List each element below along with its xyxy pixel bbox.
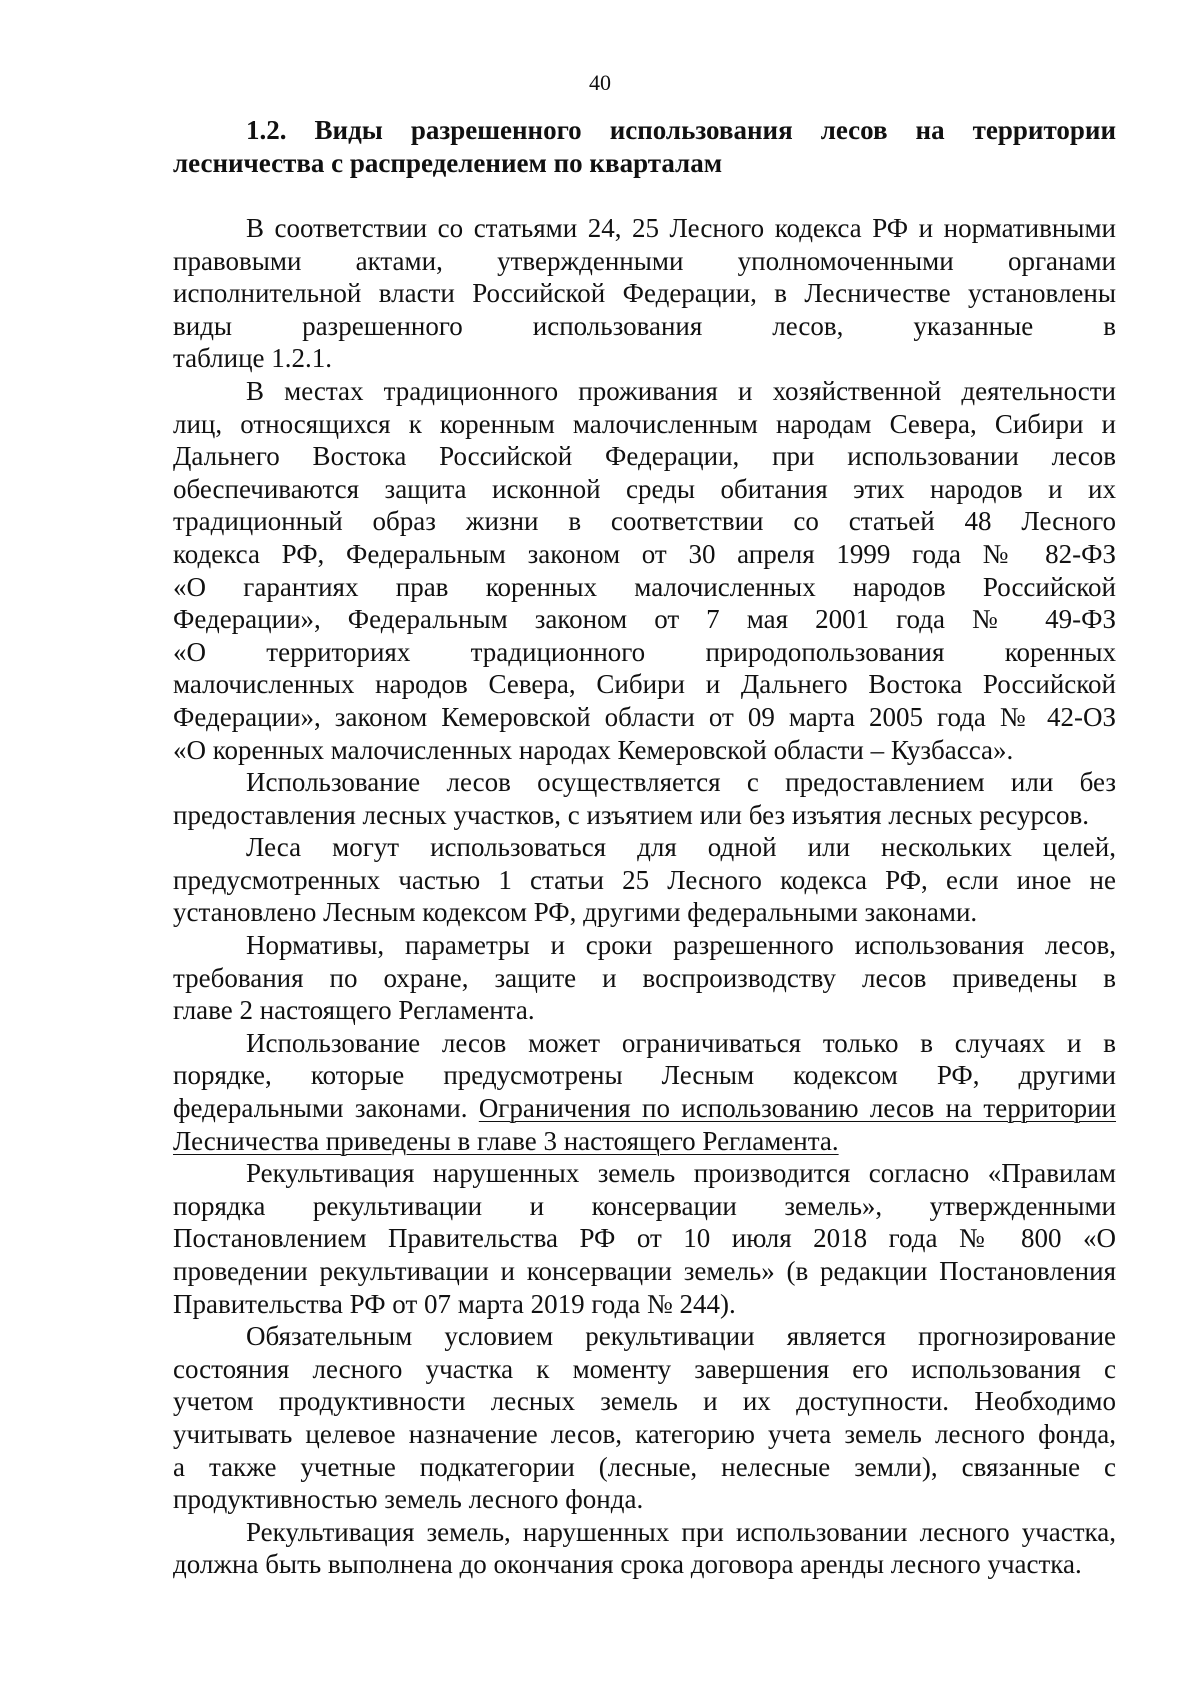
text-line: Федерации», Федеральным законом от 7 мая 2001 года № 49-ФЗ: [173, 604, 1116, 635]
text-line: а также учетные подкатегории (лесные, нелесные земли), связанные с: [173, 1451, 1116, 1482]
text-line: Рекультивация нарушенных земель производится согласно «Правилам: [246, 1158, 1116, 1189]
text-line: должна быть выполнена до окончания срока договора аренды лесного участка.: [173, 1549, 1082, 1580]
text-line: «О коренных малочисленных народах Кемеровской области – Кузбасса».: [173, 734, 1014, 765]
text-line: Правительства РФ от 07 марта 2019 года № 244).: [173, 1288, 736, 1319]
text-line: В местах традиционного проживания и хозяйственной деятельности: [246, 375, 1116, 406]
underlined-reference: Ограничения по использованию лесов на территории: [478, 1093, 1117, 1124]
text-line: обеспечиваются защита исконной среды обитания этих народов и их: [173, 473, 1116, 504]
text-line: исполнительной власти Российской Федерации, в Лесничестве установлены: [173, 278, 1116, 309]
text-line: Леса могут использоваться для одной или нескольких целей,: [246, 832, 1116, 863]
text-line: предусмотренных частью 1 статьи 25 Лесного кодекса РФ, если иное не: [173, 864, 1116, 895]
paragraph: [173, 1157, 1116, 1320]
text-line: Использование лесов может ограничиваться только в случаях и в: [246, 1027, 1116, 1058]
text-line: лиц, относящихся к коренным малочисленным народам Севера, Сибири и: [173, 408, 1116, 439]
page-number: 40: [589, 70, 611, 95]
section-heading: [173, 114, 1116, 180]
text-line: Нормативы, параметры и сроки разрешенного использования лесов,: [246, 930, 1116, 961]
text-line: таблице 1.2.1.: [173, 343, 333, 374]
text-line: состояния лесного участка к моменту завершения его использования с: [173, 1353, 1116, 1384]
text-line: виды разрешенного использования лесов, указанные в: [173, 310, 1116, 341]
text-line: Рекультивация земель, нарушенных при использовании лесного участка,: [246, 1516, 1116, 1547]
text-line: [173, 1125, 1116, 1158]
paragraph: [173, 212, 1116, 375]
text-line: продуктивностью земель лесного фонда.: [173, 1484, 644, 1515]
text-line: Использование лесов осуществляется с предоставлением или без: [246, 767, 1116, 798]
underlined-reference: Лесничества приведены в главе 3 настоящего Регламента.: [173, 1125, 839, 1156]
text-line: порядке, которые предусмотрены Лесным кодексом РФ, другими: [173, 1060, 1116, 1091]
document-body: [173, 212, 1116, 1581]
paragraph: [173, 375, 1116, 766]
paragraph: [173, 929, 1116, 1027]
text-line: Обязательным условием рекультивации является прогнозирование: [246, 1321, 1116, 1352]
paragraph: [173, 831, 1116, 929]
text-line: Дальнего Востока Российской Федерации, при использовании лесов: [173, 441, 1116, 472]
heading-line: лесничества с распределением по кварталам: [173, 148, 723, 178]
text-line: В соответствии со статьями 24, 25 Лесного кодекса РФ и нормативными: [246, 213, 1116, 243]
text-line: главе 2 настоящего Регламента.: [173, 995, 535, 1026]
paragraph: [173, 1320, 1116, 1516]
text-line: учетом продуктивности лесных земель и их доступности. Необходимо: [173, 1386, 1116, 1417]
text-line: «О территориях традиционного природопользования коренных: [173, 636, 1116, 667]
text-line: Федерации», законом Кемеровской области от 09 марта 2005 года № 42-ОЗ: [173, 701, 1116, 732]
text-line: [173, 1092, 1116, 1125]
paragraph: [173, 1516, 1116, 1581]
text-line: учитывать целевое назначение лесов, категорию учета земель лесного фонда,: [173, 1418, 1116, 1449]
text-line: «О гарантиях прав коренных малочисленных народов Российской: [173, 571, 1116, 602]
text-line: правовыми актами, утвержденными уполномоченными органами: [173, 245, 1116, 276]
text-line: установлено Лесным кодексом РФ, другими федеральными законами.: [173, 897, 978, 928]
text-fragment: федеральными законами.: [173, 1093, 479, 1124]
paragraph: [173, 766, 1116, 831]
text-line: порядка рекультивации и консервации земель», утвержденными: [173, 1190, 1116, 1221]
text-line: Постановлением Правительства РФ от 10 июля 2018 года № 800 «О: [173, 1223, 1116, 1254]
heading-line: 1.2. Виды разрешенного использования лесов на территории: [246, 115, 1116, 145]
text-line: требования по охране, защите и воспроизводству лесов приведены в: [173, 962, 1116, 993]
text-line: предоставления лесных участков, с изъятием или без изъятия лесных ресурсов.: [173, 799, 1090, 830]
text-line: малочисленных народов Севера, Сибири и Дальнего Востока Российской: [173, 669, 1116, 700]
text-line: проведении рекультивации и консервации земель» (в редакции Постановления: [173, 1256, 1116, 1286]
paragraph: [173, 1027, 1116, 1157]
text-line: традиционный образ жизни в соответствии со статьей 48 Лесного: [173, 506, 1116, 537]
text-line: кодекса РФ, Федеральным законом от 30 апреля 1999 года № 82-ФЗ: [173, 538, 1116, 569]
